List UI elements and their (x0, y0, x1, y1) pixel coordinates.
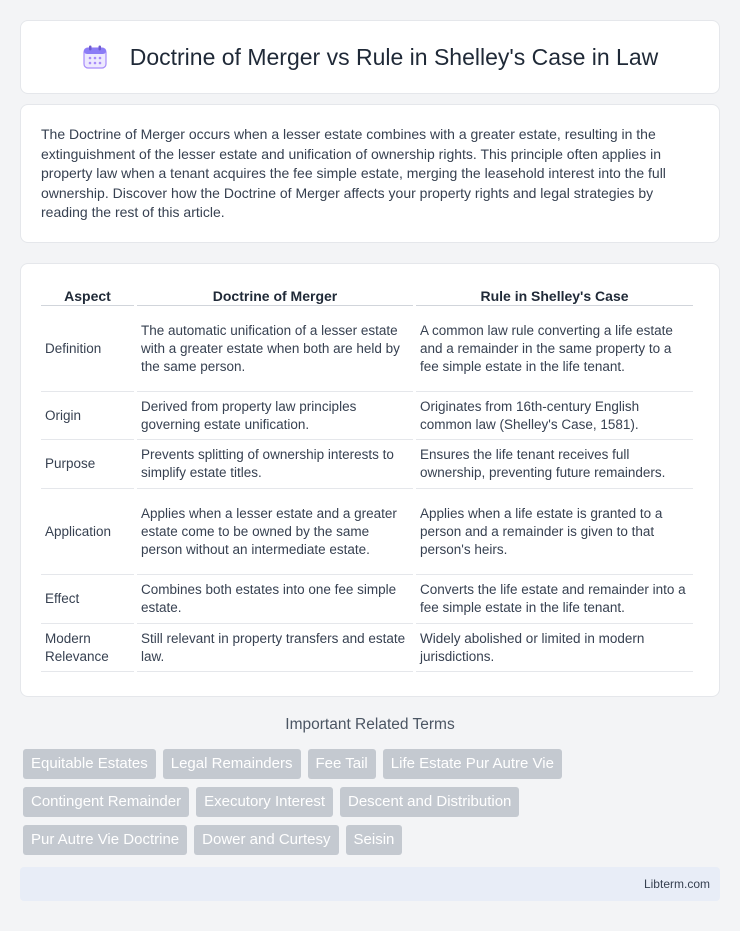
tag-row (23, 749, 723, 779)
cell-aspect: Purpose (41, 440, 134, 489)
cell-merger: The automatic unification of a lesser estate with a greater estate when both are held by the same person. (137, 306, 413, 392)
comparison-card (20, 263, 720, 697)
cell-shelley: Applies when a life estate is granted to a person and a remainder is given to that person's heirs. (416, 489, 693, 575)
tag-legal-remainders[interactable]: Legal Remainders (163, 749, 301, 779)
cell-shelley: Originates from 16th-century English common law (Shelley's Case, 1581). (416, 392, 693, 440)
cell-aspect: Effect (41, 575, 134, 624)
header-shelley: Rule in Shelley's Case (416, 284, 693, 306)
cell-shelley: Converts the life estate and remainder into a fee simple estate in the life tenant. (416, 575, 693, 624)
header-aspect: Aspect (41, 284, 134, 306)
footer (20, 867, 720, 901)
cell-merger: Derived from property law principles governing estate unification. (137, 392, 413, 440)
comparison-table (38, 284, 696, 672)
cell-shelley: Widely abolished or limited in modern jurisdictions. (416, 624, 693, 672)
cell-aspect: Application (41, 489, 134, 575)
tag-row (23, 787, 723, 817)
table-row (41, 489, 693, 575)
table-row (41, 575, 693, 624)
cell-merger: Prevents splitting of ownership interests to simplify estate titles. (137, 440, 413, 489)
tag-descent-and-distribution[interactable]: Descent and Distribution (340, 787, 519, 817)
table-row (41, 306, 693, 392)
calendar-icon (82, 44, 108, 70)
cell-merger: Combines both estates into one fee simple estate. (137, 575, 413, 624)
intro-card (20, 104, 720, 243)
tag-row (23, 825, 723, 855)
table-row (41, 440, 693, 489)
footer-brand[interactable]: Libterm.com (643, 877, 710, 891)
cell-merger: Still relevant in property transfers and estate law. (137, 624, 413, 672)
intro-text: The Doctrine of Merger occurs when a lesser estate combines with a greater estate, resulting in the extinguishment of the lesser estate and unification of ownership rights. This principle often applies in property law when a tenant acquires the fee simple estate, merging the leasehold interest into the full ownership. Discover how the Doctrine of Merger affects your property rights and legal strategies by reading the rest of this article. (41, 126, 666, 220)
related-terms (23, 749, 723, 863)
header-card (20, 20, 720, 94)
table-header-row (41, 284, 693, 306)
page-title: Doctrine of Merger vs Rule in Shelley's Case in Law (129, 43, 659, 70)
tag-pur-autre-vie-doctrine[interactable]: Pur Autre Vie Doctrine (23, 825, 187, 855)
tag-dower-and-curtesy[interactable]: Dower and Curtesy (194, 825, 338, 855)
cell-shelley: Ensures the life tenant receives full ownership, preventing future remainders. (416, 440, 693, 489)
cell-merger: Applies when a lesser estate and a greater estate come to be owned by the same person without an intermediate estate. (137, 489, 413, 575)
cell-aspect: Modern Relevance (41, 624, 134, 672)
table-row (41, 624, 693, 672)
cell-aspect: Origin (41, 392, 134, 440)
tag-equitable-estates[interactable]: Equitable Estates (23, 749, 156, 779)
cell-shelley: A common law rule converting a life estate and a remainder in the same property to a fee simple estate in the life tenant. (416, 306, 693, 392)
table-row (41, 392, 693, 440)
cell-aspect: Definition (41, 306, 134, 392)
tag-contingent-remainder[interactable]: Contingent Remainder (23, 787, 189, 817)
tag-fee-tail[interactable]: Fee Tail (308, 749, 376, 779)
tag-life-estate-pur-autre-vie[interactable]: Life Estate Pur Autre Vie (383, 749, 562, 779)
header-merger: Doctrine of Merger (137, 284, 413, 306)
tag-seisin[interactable]: Seisin (346, 825, 403, 855)
related-terms-title: Important Related Terms (285, 716, 455, 733)
tag-executory-interest[interactable]: Executory Interest (196, 787, 333, 817)
